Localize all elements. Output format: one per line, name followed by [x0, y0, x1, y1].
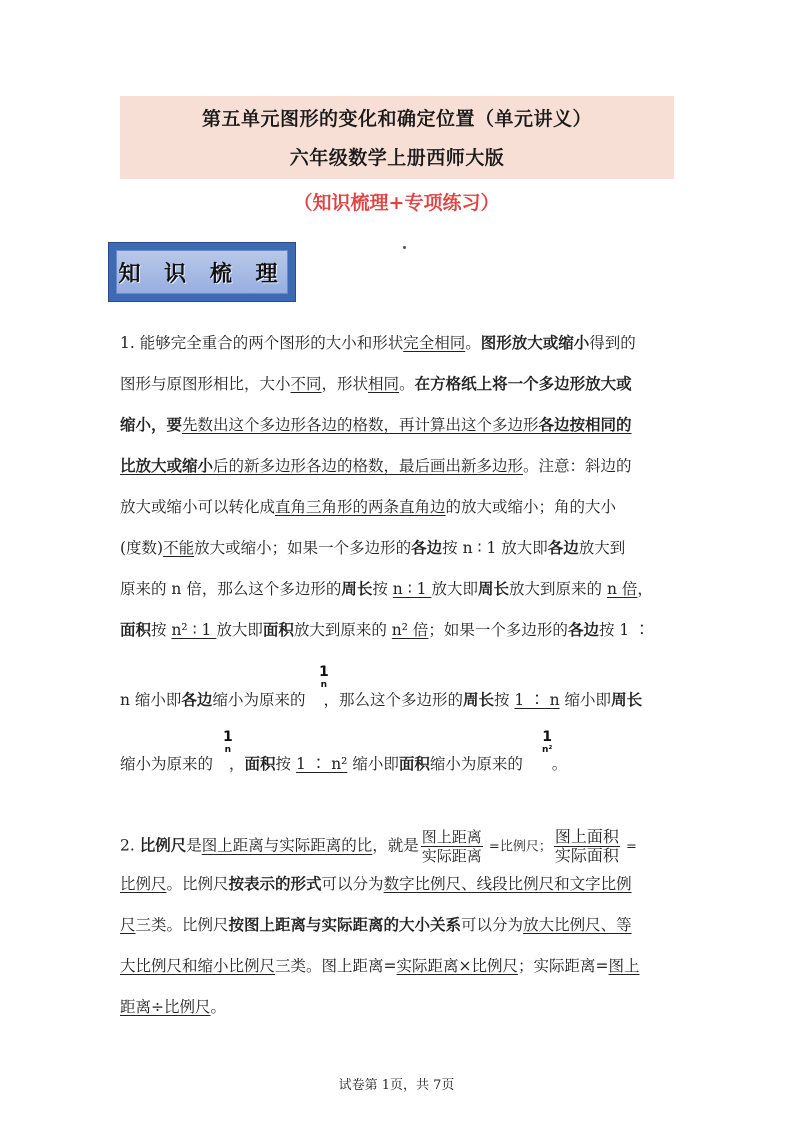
text: 缩小为原来的: [120, 755, 214, 773]
text: 放大或缩小可以转化成: [120, 498, 276, 516]
text: 2.: [120, 836, 140, 855]
text: 1. 能够完全重合的两个图形的大小和形状: [120, 334, 404, 352]
underlined-text: 比例尺: [120, 875, 167, 893]
underlined-text: n² 倍: [391, 621, 429, 639]
document-title: 第五单元图形的变化和确定位置（单元讲义）: [201, 108, 592, 130]
underlined-bold-text: 比放大或缩小: [120, 456, 214, 475]
text: 可以分为: [321, 875, 384, 893]
paragraph-line: [120, 332, 676, 354]
text: 放大到: [578, 539, 626, 557]
bold-text: 周长: [477, 579, 509, 598]
paragraph-line: [120, 578, 676, 600]
paragraph-line: [120, 914, 676, 936]
text: 。注意：斜边的: [523, 457, 632, 475]
text: 按: [493, 691, 515, 709]
underlined-text: 先数出这个多边形各边的格数，再计算出这个多边形: [182, 416, 539, 434]
bold-text: 面积: [120, 620, 152, 639]
text: 放大即: [216, 621, 263, 639]
text: 图形与原图形相比，大小: [120, 375, 291, 393]
text: 。比例尺: [166, 875, 229, 893]
bold-text: 面积: [262, 620, 294, 639]
paragraph-line: [120, 537, 676, 559]
underlined-text: 图上距离与实际距离的比: [201, 836, 373, 855]
fraction-denominator: n: [224, 745, 232, 755]
text: 。: [210, 998, 227, 1016]
text: =: [621, 839, 637, 855]
text: 按: [151, 621, 172, 639]
text: (度数): [120, 539, 164, 557]
fraction-one-over-n: [223, 729, 233, 755]
text: 。: [399, 375, 415, 393]
bold-text: 各边: [547, 538, 579, 557]
fraction-numerator: 图上面积: [554, 827, 619, 846]
bold-text: 面积: [398, 754, 430, 773]
bold-text: 周长: [611, 690, 643, 709]
text: ，那么这个多边形的: [323, 691, 463, 709]
text: ，就是: [372, 836, 419, 855]
underlined-text: 实际距离×比例尺: [396, 957, 519, 975]
decorative-dot: [403, 246, 406, 249]
text: 缩小即: [347, 755, 399, 773]
text: ，: [229, 755, 245, 773]
text: 。: [465, 334, 481, 352]
fraction-numerator: 1: [319, 664, 329, 680]
fraction-numerator: 1: [223, 729, 233, 745]
underlined-text: 数字比例尺、线段比例尺和文字比例: [383, 875, 632, 893]
paragraph-line: [120, 996, 676, 1018]
text: 按 1 ∶: [598, 621, 650, 639]
text: 是: [186, 836, 202, 855]
paragraph-line: [120, 455, 676, 477]
fraction-denominator: n²: [542, 745, 553, 755]
bold-text: 缩小，要: [120, 415, 183, 434]
bold-text: 各边: [567, 620, 599, 639]
text: ，形状: [321, 375, 369, 393]
bold-text: 周长: [341, 579, 373, 598]
document-subtitle-grade: 六年级数学上册西师大版: [289, 147, 505, 169]
text: 放大到原来的: [293, 621, 392, 639]
paragraph-line: [120, 873, 676, 895]
text: 放大即: [431, 580, 478, 598]
text: 放大到原来的: [509, 580, 607, 598]
section-badge: [108, 242, 296, 302]
underlined-text: n ∶ 1: [392, 580, 432, 598]
bold-text: 各边: [411, 538, 443, 557]
text: =比例尺；: [484, 839, 552, 855]
paragraph-line: [120, 496, 676, 518]
text: 按 n ∶ 1 放大即: [442, 539, 548, 557]
fraction-one-over-n: [319, 664, 329, 690]
paragraph-line: [120, 414, 676, 436]
document-subtitle: （知识梳理+专项练习）: [293, 192, 500, 214]
underlined-text: 后的新多边形各边的格数，最后画出新多边形: [213, 457, 524, 475]
text: 三类。比例尺: [135, 916, 229, 934]
bold-text: 比例尺: [139, 835, 187, 855]
bold-text: 按图上距离与实际距离的大小关系: [228, 915, 462, 934]
paragraph-line: [120, 828, 676, 865]
text: ；实际距离=: [518, 957, 609, 975]
underlined-text: 直角三角形的两条直角边: [275, 498, 446, 516]
text: 原来的 n 倍，那么这个多边形的: [120, 580, 342, 598]
text: 三类。图上距离=: [275, 957, 397, 975]
bold-text: 在方格纸上将一个多边形放大或: [414, 374, 632, 393]
underlined-text: 完全相同: [403, 334, 466, 352]
text: 缩小即: [559, 691, 612, 709]
underlined-text: 不同: [290, 375, 322, 393]
text: n 缩小即: [120, 691, 182, 709]
bold-text: 图形放大或缩小: [480, 333, 590, 352]
text: 缩小为原来的: [212, 691, 306, 709]
bold-text: 按表示的形式: [228, 874, 322, 893]
text: 按: [372, 580, 393, 598]
fraction-denominator: 实际距离: [421, 847, 482, 865]
underlined-text: 不能: [163, 539, 195, 557]
bold-text: 周长: [462, 690, 494, 709]
paragraph-line: [120, 619, 676, 641]
text: ；如果一个多边形的: [428, 621, 568, 639]
text: 按: [275, 755, 296, 773]
text: 可以分为: [461, 916, 524, 934]
underlined-bold-text: 各边按相同的: [538, 415, 632, 434]
paragraph-line: [120, 373, 676, 395]
text: 放大或缩小；如果一个多边形的: [194, 539, 412, 557]
paragraph-line: [120, 955, 676, 977]
title-banner: [120, 96, 674, 179]
fraction-map-distance: [421, 828, 483, 865]
section-badge-label: 知 识 梳 理: [116, 250, 288, 294]
underlined-text: 图上: [608, 957, 640, 975]
underlined-text: 1 ∶ n: [514, 691, 560, 709]
text: 的放大或缩小；角的大小: [445, 498, 617, 516]
fraction-numerator: 1: [542, 729, 553, 745]
text: ，: [637, 580, 653, 598]
paragraph-line: [120, 753, 676, 775]
underlined-text: 1 ∶ n²: [295, 755, 348, 773]
fraction-denominator: 实际面积: [554, 846, 619, 865]
fraction-one-over-n-squared: [542, 729, 552, 755]
text: 得到的: [589, 334, 636, 352]
underlined-text: n 倍: [606, 580, 638, 598]
underlined-text: 相同: [368, 375, 400, 393]
underlined-text: n² ∶ 1: [171, 621, 217, 639]
paragraph-line: [120, 689, 676, 711]
bold-text: 面积: [244, 754, 276, 773]
text: 缩小为原来的: [429, 755, 523, 773]
fraction-denominator: n: [320, 680, 328, 690]
underlined-text: 大比例尺和缩小比例尺: [120, 957, 276, 975]
page-footer: 试卷第 1页，共 7页: [338, 1078, 455, 1093]
fraction-numerator: 图上距离: [421, 828, 482, 846]
underlined-text: 距离÷比例尺: [120, 998, 211, 1016]
bold-text: 各边: [181, 690, 213, 709]
underlined-text: 放大比例尺、等: [523, 916, 632, 934]
underlined-text: 尺: [120, 916, 136, 934]
fraction-map-area: [554, 828, 620, 865]
text: 。: [546, 755, 568, 773]
